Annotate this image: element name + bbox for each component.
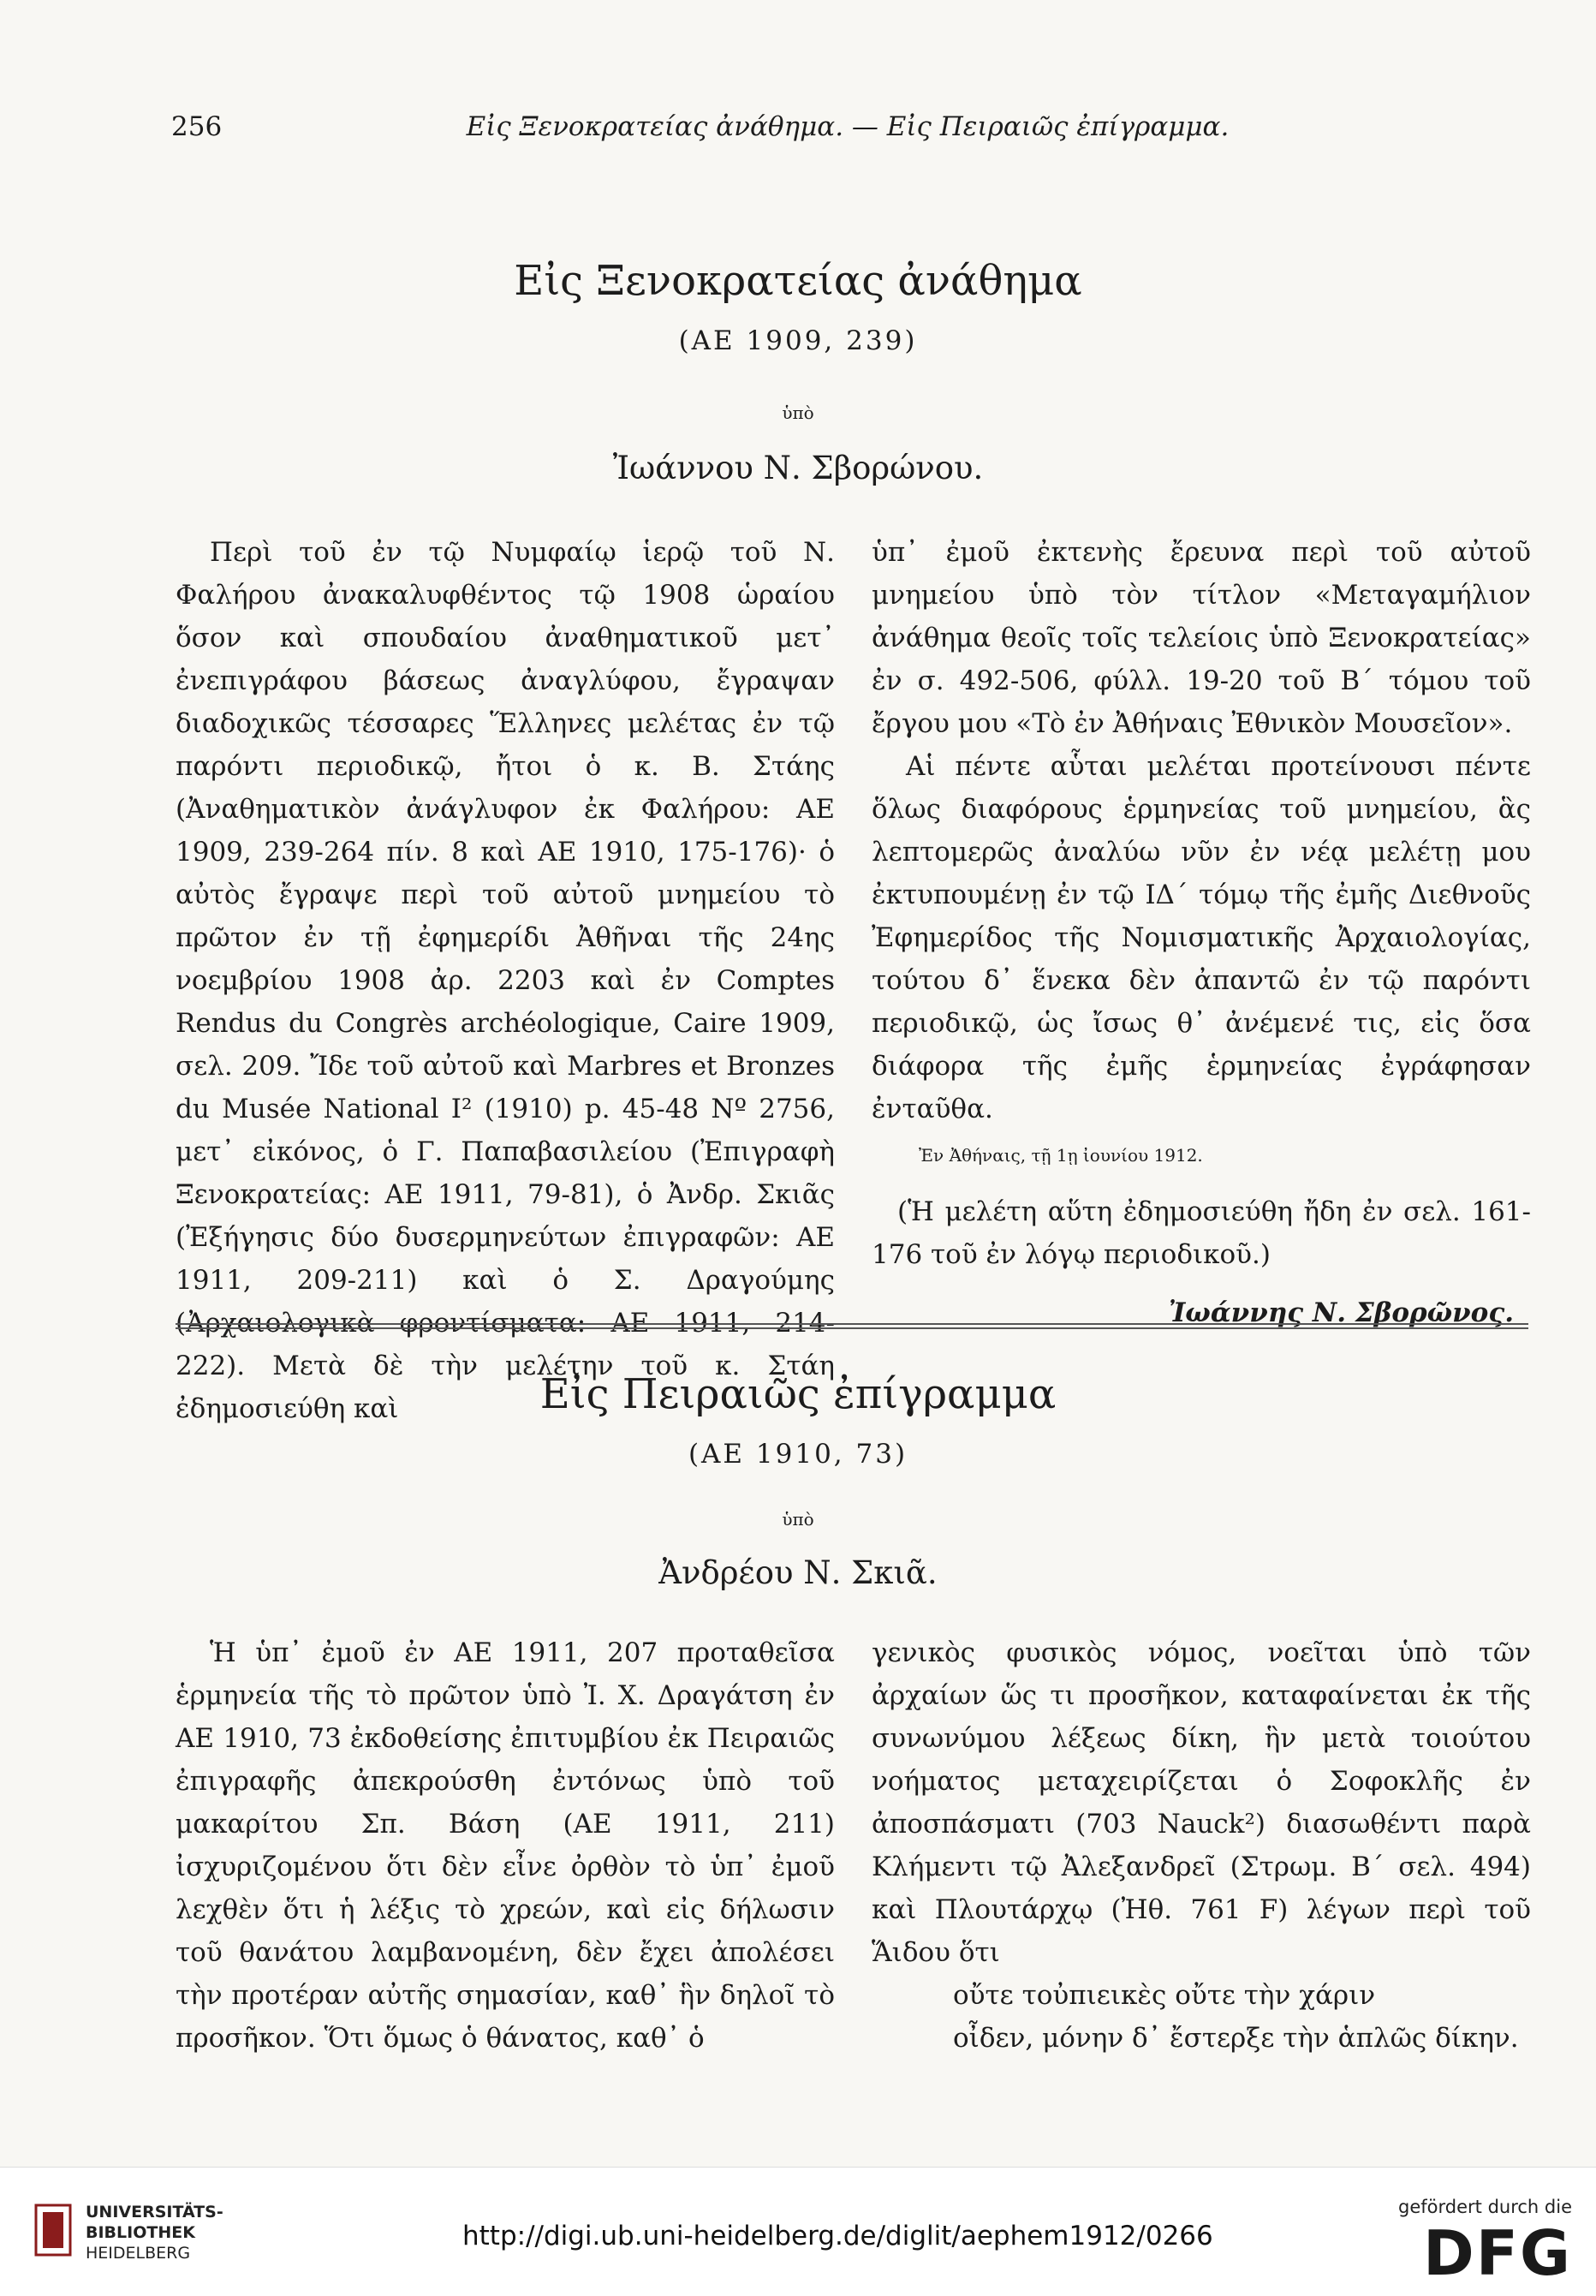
institution-line: BIBLIOTHEK [86,2223,195,2242]
university-seal-icon [34,2204,72,2257]
verse-line: οἶδεν, μόνην δ᾽ ἔστερξε τὴν ἁπλῶς δίκην. [953,2023,1519,2054]
article2-author: Ἀνδρέου Ν. Σκιᾶ. [658,1554,938,1591]
article1-author: Ἰωάννου Ν. Σβορώνου. [612,450,984,486]
institution-name [86,2202,223,2263]
article2-column-right [872,1631,1531,2060]
signature: Ἰωάννης Ν. Σβορῶνος. [1168,1297,1514,1328]
article1-column-left [176,531,835,1430]
publication-note: (Ἡ μελέτη αὕτη ἐδημοσιεύθη ἤδη ἐν σελ. 161-176 τοῦ ἐν λόγῳ περιοδικοῦ.) [872,1196,1531,1270]
dfg-logo: DFG [1422,2217,1572,2289]
article1-title: Εἰς Ξενοκρατείας ἀνάθημα [514,257,1082,305]
paragraph: γενικὸς φυσικὸς νόμος, νοεῖται ὑπὸ τῶν ἀρχαίων ὥς τι προσῆκον, καταφαίνεται ἐκ τῆς συνωνύμου λέξεως δίκη, ἣν μετὰ τοιούτου νοήματος μεταχειρίζεται ὁ Σοφοκλῆς ἐν ἀποσπάσματι (703 Nauck²) διασωθέντι παρὰ Κλήμεντι τῷ Ἀλεξανδρεῖ (Στρωμ. Β´ σελ. 494) καὶ Πλουτάρχῳ (Ἠθ. 761 F) λέγων περὶ τοῦ Ἅιδου ὅτι [872,1637,1531,1968]
institution-line: HEIDELBERG [86,2244,191,2263]
permalink-url[interactable]: http://digi.ub.uni-heidelberg.de/diglit/aephem1912/0266 [462,2221,1213,2251]
institution-line: UNIVERSITÄTS- [86,2203,223,2221]
article2-by: ὑπὸ [782,1509,814,1530]
paragraph: Περὶ τοῦ ἐν τῷ Νυμφαίῳ ἱερῷ τοῦ Ν. Φαλήρου ἀνακαλυφθέντος τῷ 1908 ὡραίου ὅσον καὶ σπουδαίου ἀναθηματικοῦ μετ᾽ ἐνεπιγράφου βάσεως ἀναγλύφου, ἔγραψαν διαδοχικῶς τέσσαρες Ἕλληνες μελέτας ἐν τῷ παρόντι περιοδικῷ, ἤτοι ὁ κ. Β. Στάης (Ἀναθηματικὸν ἀνάγλυφον ἐκ Φαλήρου: ΑΕ 1909, 239-264 πίν. 8 καὶ ΑΕ 1910, 175-176)· ὁ αὐτὸς ἔγραψε περὶ τοῦ αὐτοῦ μνημείου τὸ πρῶτον ἐν τῇ ἐφημερίδι Ἀθῆναι τῆς 24ης νοεμβρίου 1908 ἀρ. 2203 καὶ ἐν Comptes Rendus du Congrès archéologique, Caire 1909, σελ. 209. Ἴδε τοῦ αὐτοῦ καὶ Marbres et Bronzes du Musée National I² (1910) p. 45-48 Nº 2756, μετ᾽ εἰκόνος, ὁ Γ. Παπαβασιλείου (Ἐπιγραφὴ Ξενοκρατείας: ΑΕ 1911, 79-81), ὁ Ἀνδρ. Σκιᾶς (Ἐξήγησις δύο δυσερμηνεύτων ἐπιγραφῶν: ΑΕ 1911, 209-211) καὶ ὁ Σ. Δραγούμης (Ἀρχαιολογικὰ φροντίσματα: ΑΕ 1911, 214-222). Μετὰ δὲ τὴν μελέτην τοῦ κ. Στάη ἐδημοσιεύθη καὶ [176,537,835,1424]
funded-by-label: gefördert durch die [1398,2197,1572,2217]
dateline: Ἐν Ἀθήναις, τῇ 1ῃ ἰουνίου 1912. [919,1145,1203,1166]
section-divider [176,1323,1528,1329]
article1-reference: (ΑΕ 1909, 239) [678,325,918,356]
running-head [0,111,1596,154]
paragraph: Αἱ πέντε αὗται μελέται προτείνουσι πέντε ὅλως διαφόρους ἑρμηνείας τοῦ μνημείου, ἃς λεπτομερῶς ἀναλύω νῦν ἐν νέᾳ μελέτῃ μου ἐκτυπουμένῃ ἐν τῷ ΙΔ´ τόμῳ τῆς ἐμῆς Διεθνοῦς Ἐφημερίδος τῆς Νομισματικῆς Ἀρχαιολογίας, τούτου δ᾽ ἕνεκα δὲν ἀπαντῶ ἐν τῷ παρόντι περιοδικῷ, ὡς ἴσως θ᾽ ἀνέμενέ τις, εἰς ὅσα διάφορα τῆς ἐμῆς ἑρμηνείας ἐγράφησαν ἐνταῦθα. [872,751,1531,1124]
article2-column-left [176,1631,835,2060]
verse-line: οὔτε τοὐπιεικὲς οὔτε τὴν χάριν [953,1980,1376,2011]
paragraph: ὑπ᾽ ἐμοῦ ἐκτενὴς ἔρευνα περὶ τοῦ αὐτοῦ μνημείου ὑπὸ τὸν τίτλον «Μεταγαμήλιον ἀνάθημα θεοῖς τοῖς τελείοις ὑπὸ Ξενοκρατείας» ἐν σ. 492-506, φύλλ. 19-20 τοῦ Β´ τόμου τοῦ ἔργου μου «Τὸ ἐν Ἀθήναις Ἐθνικὸν Μουσεῖον». [872,537,1531,739]
article2-reference: (ΑΕ 1910, 73) [688,1439,908,1470]
viewer-footer [0,2167,1596,2296]
page-number: 256 [171,111,223,142]
article2-title: Εἰς Πειραιῶς ἐπίγραμμα [539,1370,1057,1418]
article1-by: ὑπὸ [782,403,814,423]
paragraph: Ἡ ὑπ᾽ ἐμοῦ ἐν ΑΕ 1911, 207 προταθεῖσα ἑρμηνεία τῆς τὸ πρῶτον ὑπὸ Ἰ. Χ. Δραγάτση ἐν ΑΕ 1910, 73 ἐκδοθείσης ἐπιτυμβίου ἐκ Πειραιῶς ἐπιγραφῆς ἀπεκρούσθη ἐντόνως ὑπὸ τοῦ μακαρίτου Σπ. Βάση (ΑΕ 1911, 211) ἰσχυριζομένου ὅτι δὲν εἶνε ὀρθὸν τὸ ὑπ᾽ ἐμοῦ λεχθὲν ὅτι ἡ λέξις τὸ χρεών, καὶ εἰς δήλωσιν τοῦ θανάτου λαμβανομένη, δὲν ἔχει ἀπολέσει τὴν προτέραν αὐτῆς σημασίαν, καθ᾽ ἣν δηλοῖ τὸ προσῆκον. Ὅτι ὅμως ὁ θάνατος, καθ᾽ ὁ [176,1637,835,2054]
running-title: Εἰς Ξενοκρατείας ἀνάθημα. — Εἰς Πειραιῶς ἐπίγραμμα. [466,111,1230,142]
article1-column-right [872,531,1531,1334]
